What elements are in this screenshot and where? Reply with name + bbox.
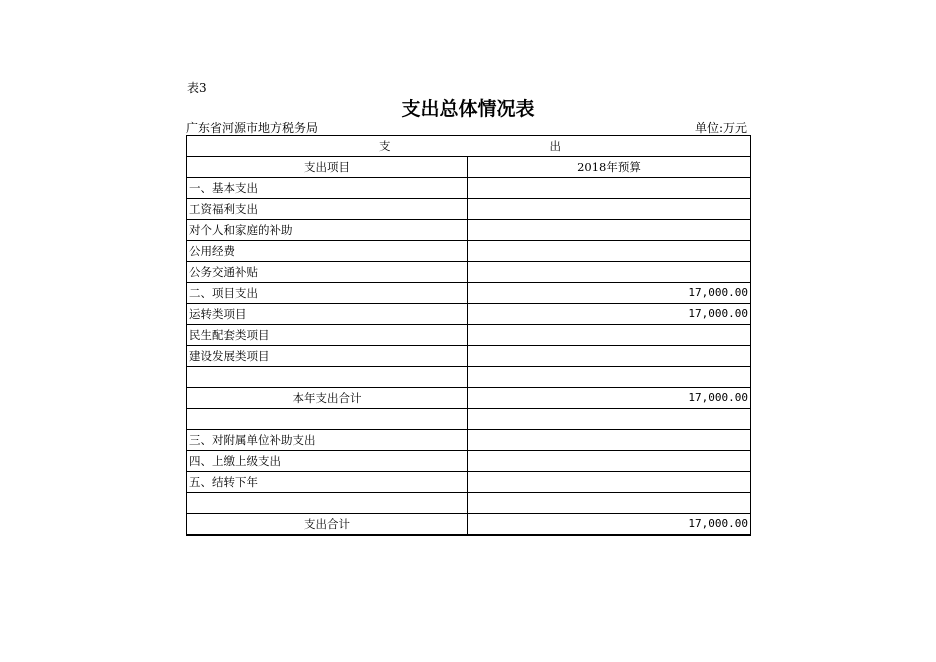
expenditure-table [186,135,751,536]
table-row [187,472,751,493]
table-number: 表3 [187,81,207,95]
row-label: 二、项目支出 [187,283,468,304]
row-label: 支出合计 [187,514,468,536]
table-row [187,451,751,472]
row-label: 民生配套类项目 [187,325,468,346]
row-value: 17,000.00 [468,283,751,304]
table-row [187,199,751,220]
column-header-budget: 2018年预算 [468,157,751,178]
row-label [187,493,468,514]
row-value [468,199,751,220]
table-column-header-row [187,157,751,178]
column-header-item: 支出项目 [187,157,468,178]
table-group-header-row [187,136,751,157]
row-value [468,346,751,367]
row-value [468,220,751,241]
table-row [187,262,751,283]
row-value: 17,000.00 [468,514,751,536]
row-label [187,367,468,388]
page-title: 支出总体情况表 [401,98,535,120]
row-label: 建设发展类项目 [187,346,468,367]
table-row [187,241,751,262]
row-label: 四、上缴上级支出 [187,451,468,472]
group-header-cell [187,136,751,157]
table-row [187,178,751,199]
table-row-total [187,514,751,536]
table-row [187,283,751,304]
row-value [468,472,751,493]
row-value [468,367,751,388]
row-label: 公务交通补贴 [187,262,468,283]
group-header-right: 出 [549,139,561,153]
row-label: 五、结转下年 [187,472,468,493]
row-label: 运转类项目 [187,304,468,325]
table-row-empty [187,367,751,388]
row-value: 17,000.00 [468,304,751,325]
row-label: 本年支出合计 [187,388,468,409]
row-value [468,262,751,283]
row-value [468,178,751,199]
row-value: 17,000.00 [468,388,751,409]
table-row [187,346,751,367]
row-label: 工资福利支出 [187,199,468,220]
table-row-empty [187,409,751,430]
table-row [187,304,751,325]
table-row-empty [187,493,751,514]
table-row [187,325,751,346]
row-value [468,241,751,262]
organization-name: 广东省河源市地方税务局 [186,121,319,135]
unit-label: 单位:万元 [694,121,747,135]
row-label: 三、对附属单位补助支出 [187,430,468,451]
row-value [468,409,751,430]
row-label: 一、基本支出 [187,178,468,199]
row-value [468,493,751,514]
row-label [187,409,468,430]
row-label: 公用经费 [187,241,468,262]
row-label: 对个人和家庭的补助 [187,220,468,241]
table-row-subtotal [187,388,751,409]
row-value [468,430,751,451]
row-value [468,325,751,346]
row-value [468,451,751,472]
group-header-left: 支 [379,139,391,153]
table-row [187,220,751,241]
table-row [187,430,751,451]
